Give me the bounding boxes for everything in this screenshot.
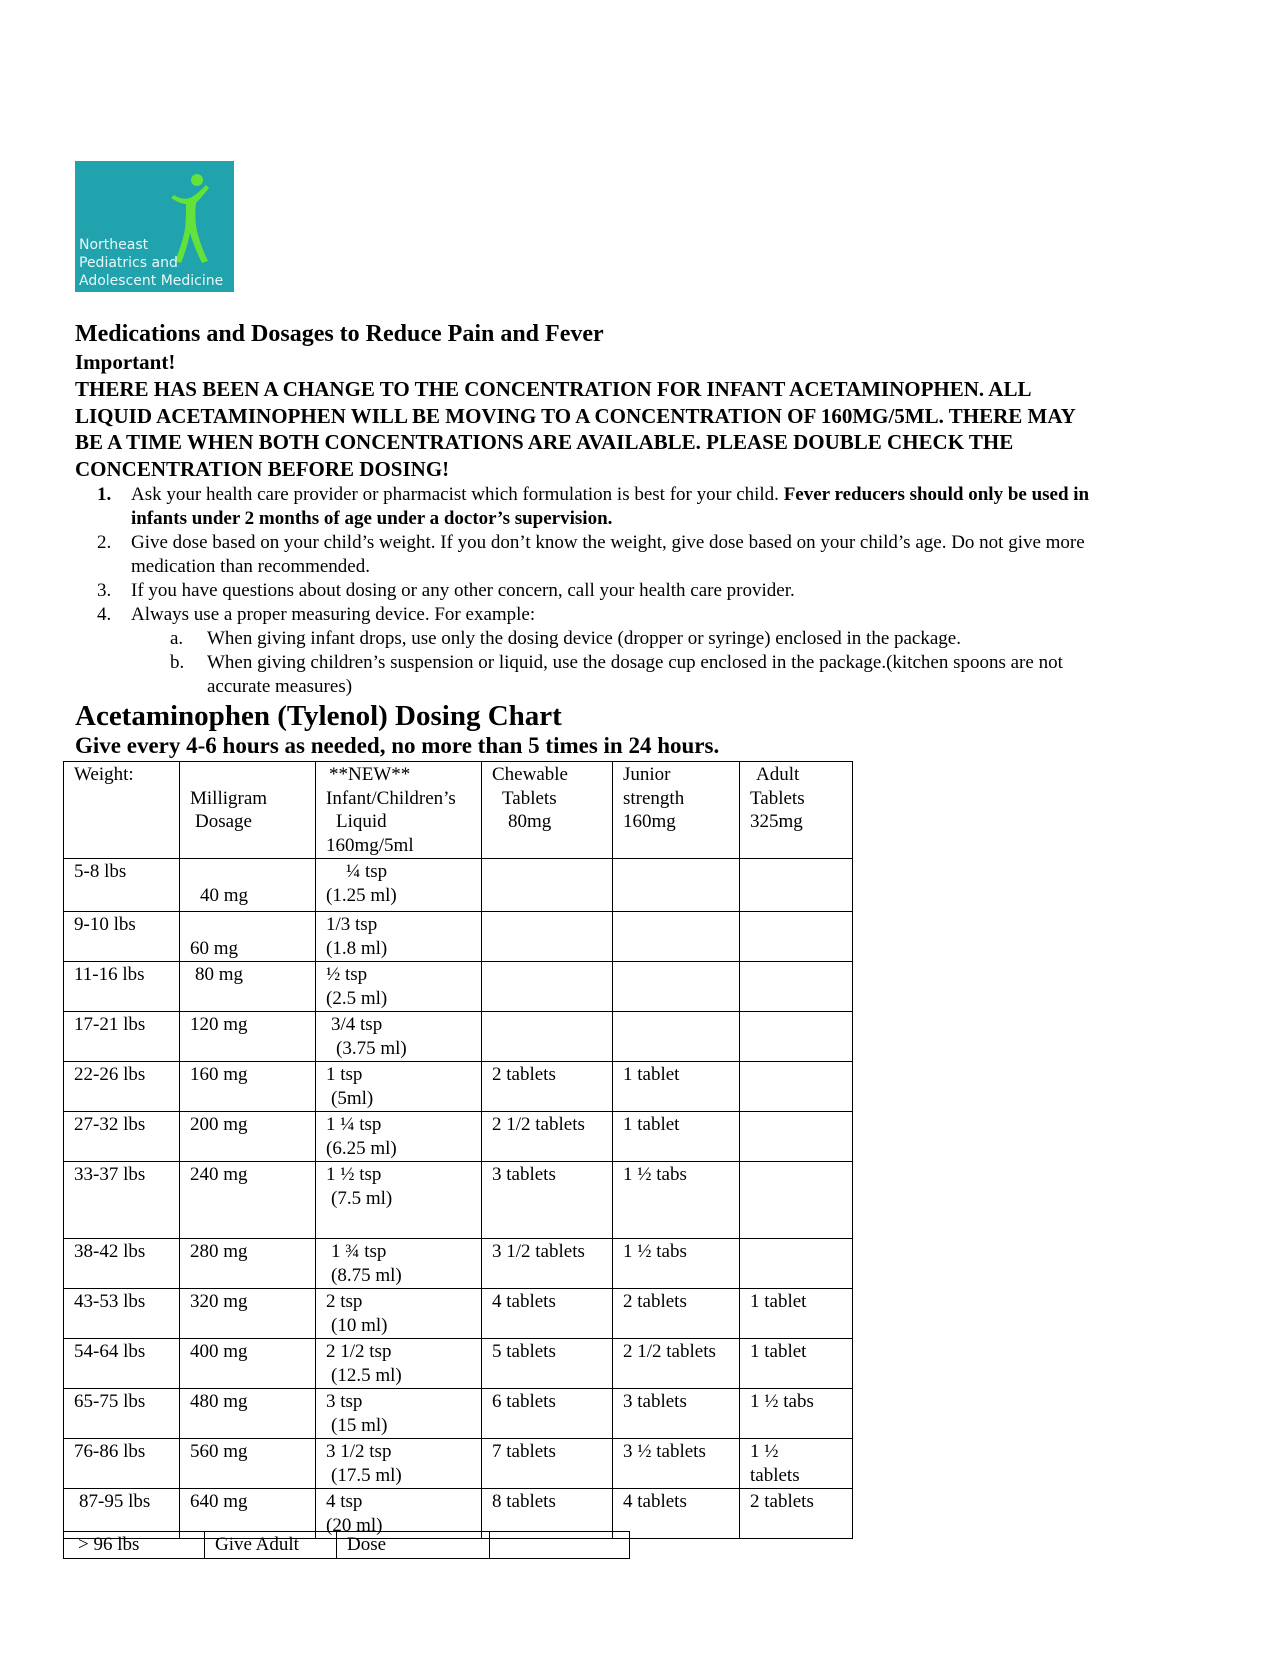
table-header-row [64,762,853,859]
sub-list-item [75,651,1205,699]
notice-line: CONCENTRATION BEFORE DOSING! [75,456,450,481]
weight-cell: 5-8 lbs [64,859,180,912]
chewable-cell [482,962,613,1012]
chewable-cell: 8 tablets [482,1489,613,1539]
chewable-cell: 6 tablets [482,1389,613,1439]
header-cell: Junior strength 160mg [613,762,740,859]
list-item [75,531,1205,579]
table-row [64,1012,853,1062]
liquid-cell: 2 1/2 tsp (12.5 ml) [316,1339,482,1389]
weight-cell: 54-64 lbs [64,1339,180,1389]
adult-cell: 1 ½ tabs [740,1389,853,1439]
chewable-cell: 5 tablets [482,1339,613,1389]
header-cell: Chewable Tablets 80mg [482,762,613,859]
dose-cell: Dose [337,1532,490,1559]
adult-cell [740,1062,853,1112]
list-bold-text: Fever reducers should only be used in [783,484,1090,505]
adult-cell [740,1239,853,1289]
table-row [64,859,853,912]
list-item [75,579,1205,603]
milligram-cell: 640 mg [180,1489,316,1539]
junior-cell [613,1012,740,1062]
junior-cell: 3 tablets [613,1389,740,1439]
clinic-logo-text [79,236,223,290]
weight-cell: 87-95 lbs [64,1489,180,1539]
instruction-list [75,483,1205,699]
liquid-cell: 2 tsp (10 ml) [316,1289,482,1339]
chewable-cell: 3 tablets [482,1162,613,1239]
list-number: 1. [97,484,112,505]
list-text: medication than recommended. [131,556,370,577]
weight-cell: 33-37 lbs [64,1162,180,1239]
adult-cell: 1 tablet [740,1289,853,1339]
list-text: Always use a proper measuring device. For example: [131,604,536,625]
liquid-cell: 1 ¼ tsp (6.25 ml) [316,1112,482,1162]
list-text: accurate measures) [207,676,353,697]
list-text: When giving children’s suspension or liquid, use the dosage cup enclosed in the package.(kitchen spoons are not [207,652,1063,673]
chewable-cell: 2 tablets [482,1062,613,1112]
milligram-cell: 480 mg [180,1389,316,1439]
table-row [64,1239,853,1289]
page-title: Medications and Dosages to Reduce Pain and Fever [75,321,604,347]
chart-subtitle: Give every 4-6 hours as needed, no more than 5 times in 24 hours. [75,733,720,758]
adult-cell [740,912,853,962]
liquid-cell: ¼ tsp (1.25 ml) [316,859,482,912]
junior-cell: 3 ½ tablets [613,1439,740,1489]
table-row [64,1532,630,1559]
notice-line: BE A TIME WHEN BOTH CONCENTRATIONS ARE AVAILABLE. PLEASE DOUBLE CHECK THE [75,430,1014,454]
liquid-cell: 1 tsp (5ml) [316,1062,482,1112]
weight-cell: 27-32 lbs [64,1112,180,1162]
milligram-cell: 400 mg [180,1339,316,1389]
liquid-cell: 1 ¾ tsp (8.75 ml) [316,1239,482,1289]
chart-title: Acetaminophen (Tylenol) Dosing Chart [75,700,562,732]
milligram-cell: 320 mg [180,1289,316,1339]
table-row [64,1162,853,1239]
list-number: 4. [97,604,112,625]
adult-cell [740,1012,853,1062]
clinic-logo [75,161,234,292]
junior-cell [613,859,740,912]
logo-line: Northeast [79,237,149,253]
chewable-cell: 7 tablets [482,1439,613,1489]
list-text: Give dose based on your child’s weight. If you don’t know the weight, give dose based on your child’s age. Do not give more [131,532,1085,553]
dosing-table [63,761,853,1539]
logo-line: Pediatrics and [79,255,178,271]
table-row [64,1289,853,1339]
concentration-notice [75,376,1205,482]
chewable-cell [482,1012,613,1062]
table-row [64,1112,853,1162]
milligram-cell: 560 mg [180,1439,316,1489]
list-number: b. [170,652,185,673]
weight-cell: > 96 lbs [64,1532,205,1559]
table-row [64,912,853,962]
adult-cell: 2 tablets [740,1489,853,1539]
liquid-cell: 3 tsp (15 ml) [316,1389,482,1439]
chewable-cell [482,859,613,912]
adult-cell [740,962,853,1012]
milligram-cell: 160 mg [180,1062,316,1112]
weight-cell: 65-75 lbs [64,1389,180,1439]
weight-cell: 17-21 lbs [64,1012,180,1062]
milligram-cell: 240 mg [180,1162,316,1239]
liquid-cell: 4 tsp (20 ml) [316,1489,482,1539]
weight-cell: 22-26 lbs [64,1062,180,1112]
important-label: Important! [75,350,176,374]
junior-cell [613,962,740,1012]
milligram-cell: 200 mg [180,1112,316,1162]
header-cell: Adult Tablets 325mg [740,762,853,859]
junior-cell: 4 tablets [613,1489,740,1539]
list-number: a. [170,628,184,649]
table-row [64,1439,853,1489]
adult-cell [740,1162,853,1239]
junior-cell: 2 tablets [613,1289,740,1339]
header-cell: Weight: [64,762,180,859]
list-text: If you have questions about dosing or any other concern, call your health care provider. [131,580,795,601]
notice-line: LIQUID ACETAMINOPHEN WILL BE MOVING TO A CONCENTRATION OF 160MG/5ML. THERE MAY [75,403,1076,428]
list-bold-text: infants under 2 months of age under a doctor’s supervision. [131,508,613,529]
junior-cell: 1 tablet [613,1112,740,1162]
list-number: 3. [97,580,112,601]
milligram-cell: 80 mg [180,962,316,1012]
list-text: When giving infant drops, use only the dosing device (dropper or syringe) enclosed in the package. [207,628,961,649]
give-adult-cell: Give Adult [205,1532,337,1559]
weight-cell: 11-16 lbs [64,962,180,1012]
weight-cell: 9-10 lbs [64,912,180,962]
milligram-cell: 120 mg [180,1012,316,1062]
table-row [64,1339,853,1389]
sub-list-item [75,627,1205,651]
table-row [64,1062,853,1112]
table-row [64,962,853,1012]
over-96-row-table [63,1531,630,1559]
weight-cell: 76-86 lbs [64,1439,180,1489]
adult-cell: 1 ½ tablets [740,1439,853,1489]
chewable-cell: 4 tablets [482,1289,613,1339]
empty-cell [490,1532,630,1559]
milligram-cell: 60 mg [180,912,316,962]
junior-cell: 1 tablet [613,1062,740,1112]
milligram-cell: 280 mg [180,1239,316,1289]
adult-cell: 1 tablet [740,1339,853,1389]
junior-cell: 1 ½ tabs [613,1162,740,1239]
adult-cell [740,859,853,912]
list-text: Ask your health care provider or pharmacist which formulation is best for your child. [131,484,779,505]
notice-line: THERE HAS BEEN A CHANGE TO THE CONCENTRATION FOR INFANT ACETAMINOPHEN. ALL [75,377,1032,401]
liquid-cell: 1 ½ tsp (7.5 ml) [316,1162,482,1239]
table-row [64,1389,853,1439]
liquid-cell: 3/4 tsp (3.75 ml) [316,1012,482,1062]
milligram-cell: 40 mg [180,859,316,912]
weight-cell: 38-42 lbs [64,1239,180,1289]
junior-cell: 2 1/2 tablets [613,1339,740,1389]
header-cell: Milligram Dosage [180,762,316,859]
liquid-cell: ½ tsp (2.5 ml) [316,962,482,1012]
list-item [75,483,1205,531]
chewable-cell [482,912,613,962]
adult-cell [740,1112,853,1162]
list-number: 2. [97,532,112,553]
liquid-cell: 1/3 tsp (1.8 ml) [316,912,482,962]
chewable-cell: 3 1/2 tablets [482,1239,613,1289]
chewable-cell: 2 1/2 tablets [482,1112,613,1162]
logo-line: Adolescent Medicine [79,273,224,289]
junior-cell: 1 ½ tabs [613,1239,740,1289]
list-item [75,603,1205,627]
weight-cell: 43-53 lbs [64,1289,180,1339]
junior-cell [613,912,740,962]
liquid-cell: 3 1/2 tsp (17.5 ml) [316,1439,482,1489]
header-cell: **NEW** Infant/Children’s Liquid 160mg/5ml [316,762,482,859]
